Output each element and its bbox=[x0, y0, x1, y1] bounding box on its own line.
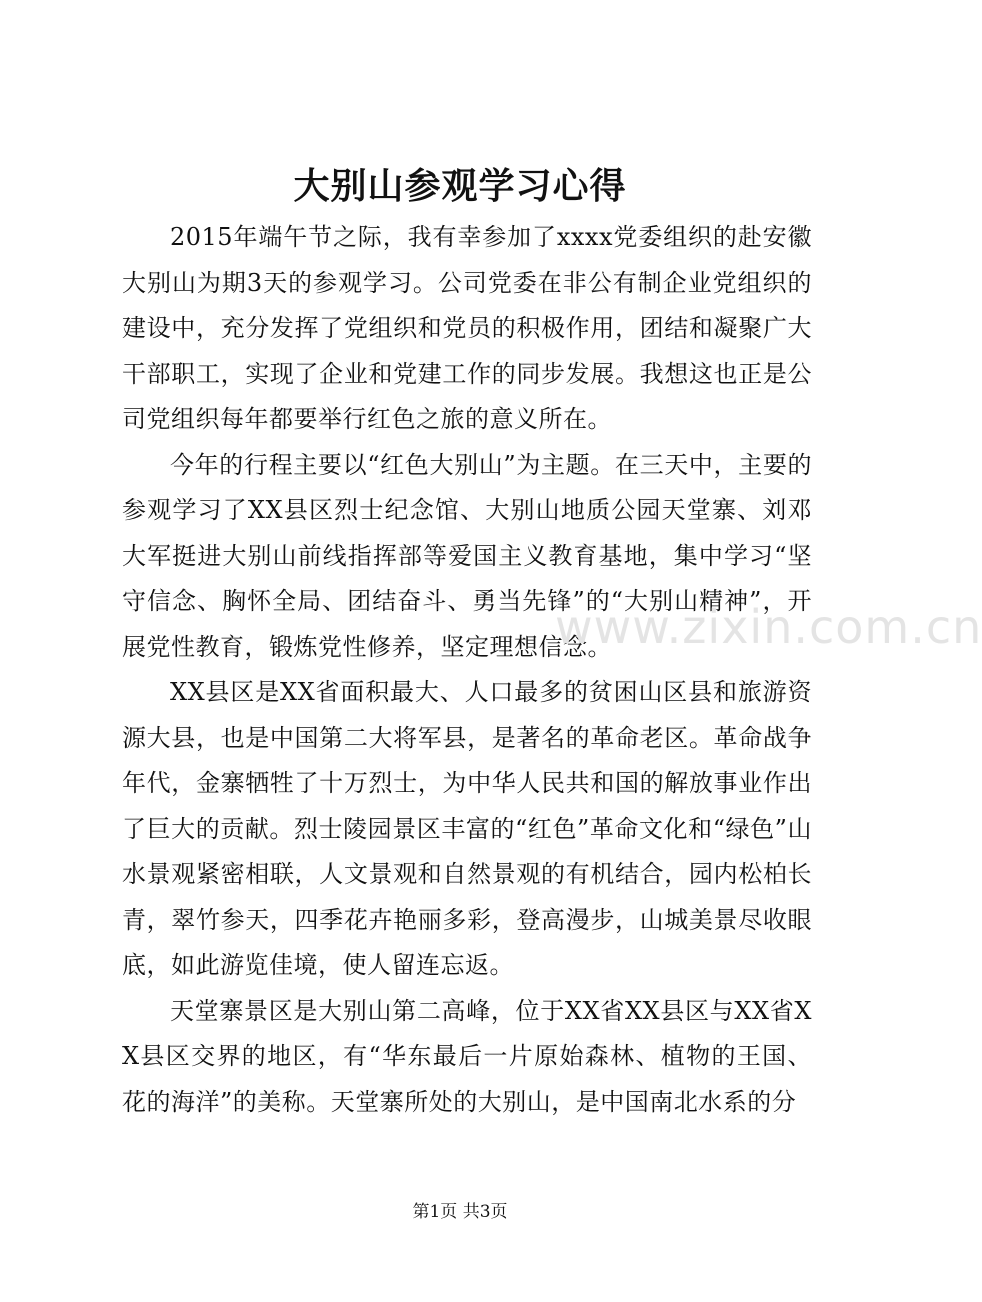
paragraph-4: 天堂寨景区是大别山第二高峰，位于XX省XX县区与XX省XX县区交界的地区，有“华东最后一片原始森林、植物的王国、花的海洋”的美称。天堂寨所处的大别山，是中国南北水系的分 bbox=[122, 996, 812, 1116]
paragraph-3: XX县区是XX省面积最大、人口最多的贫困山区县和旅游资源大县，也是中国第二大将军县，是著名的革命老区。革命战争年代，金寨牺牲了十万烈士，为中华人民共和国的解放事业作出了巨大的贡献。烈士陵园景区丰富的“红色”革命文化和“绿色”山水景观紧密相联，人文景观和自然景观的有机结合，园内松柏长青，翠竹参天，四季花卉艳丽多彩，登高漫步，山城美景尽收眼底，如此游览佳境，使人留连忘返。 bbox=[122, 678, 812, 979]
document-body bbox=[122, 215, 812, 1125]
page-footer: 第1页 共3页 bbox=[412, 1202, 508, 1222]
paragraph-2: 今年的行程主要以“红色大别山”为主题。在三天中，主要的参观学习了XX县区烈士纪念馆、大别山地质公园天堂寨、刘邓大军挺进大别山前线指挥部等爱国主义教育基地，集中学习“坚守信念、胸怀全局、团结奋斗、勇当先锋”的“大别山精神”，开展党性教育，锻炼党性修养，坚定理想信念。 bbox=[122, 450, 812, 661]
document-title: 大别山参观学习心得 bbox=[293, 165, 627, 207]
watermark: www.zixin.com.cn bbox=[555, 600, 982, 654]
paragraph-1: 2015年端午节之际，我有幸参加了xxxx党委组织的赴安徽大别山为期3天的参观学习。公司党委在非公有制企业党组织的建设中，充分发挥了党组织和党员的积极作用，团结和凝聚广大干部职工，实现了企业和党建工作的同步发展。我想这也正是公司党组织每年都要举行红色之旅的意义所在。 bbox=[122, 223, 812, 433]
